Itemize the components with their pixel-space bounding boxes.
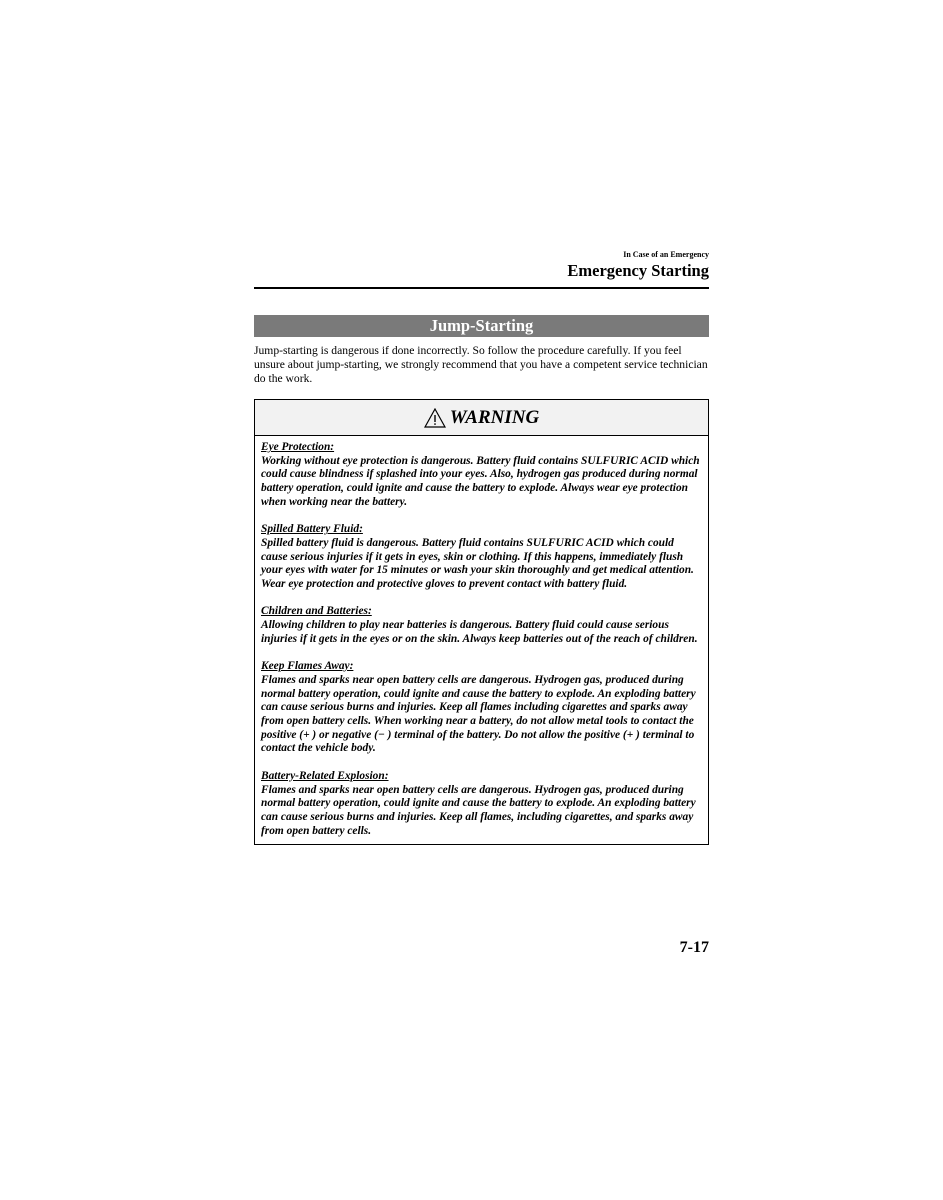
warning-item-text: Allowing children to play near batteries is dangerous. Battery fluid could cause serious injuries if it gets in the eyes or on the skin. Always keep batteries out of the reach of children. — [261, 619, 698, 645]
warning-item-flames — [261, 660, 702, 756]
header-divider — [254, 287, 709, 289]
warning-item-text: Working without eye protection is dangerous. Battery fluid contains SULFURIC ACID which could cause blindness if splashed into your eyes. Also, hydrogen gas produced during normal battery operation, could ignite and cause the battery to explode. Always wear eye protection when working near the battery. — [261, 454, 700, 508]
intro-paragraph: Jump-starting is dangerous if done incorrectly. So follow the procedure carefully. If you feel unsure about jump-starting, we strongly recommend that you have a competent service technician do the work. — [254, 344, 708, 385]
warning-item-text: Flames and sparks near open battery cells are dangerous. Hydrogen gas, produced during normal battery operation, could ignite and cause the battery to explode. An exploding battery can cause serious burns and injuries. Keep all flames, including cigarettes, and sparks away from open battery cells. — [261, 783, 696, 837]
warning-box — [254, 399, 709, 845]
warning-item-text: Spilled battery fluid is dangerous. Battery fluid contains SULFURIC ACID which could cause serious injuries if it gets in eyes, skin or clothing. If this happens, immediately flush your eyes with water for 15 minutes or wash your skin thoroughly and get medical attention. Wear eye protection and protective gloves to prevent contact with battery fluid. — [261, 536, 694, 591]
warning-header — [255, 400, 708, 436]
page-content — [254, 250, 709, 845]
warning-item-heading: Children and Batteries: — [261, 605, 372, 618]
warning-triangle-icon — [424, 408, 446, 428]
warning-item-heading: Battery-Related Explosion: — [261, 769, 389, 782]
warning-item-children — [261, 605, 702, 646]
chapter-label: In Case of an Emergency — [623, 250, 709, 259]
warning-item-eye-protection — [261, 441, 702, 510]
section-title: Emergency Starting — [567, 261, 709, 280]
warning-item-text: Flames and sparks near open battery cells are dangerous. Hydrogen gas, produced during normal battery operation, could ignite and cause the battery to explode. An exploding battery can cause serious burns and injuries. Keep all flames including cigarettes and sparks away from open battery cells. When working near a battery, do not allow metal tools to contact the positive (+ ) or negative (− ) terminal of the battery. Do not allow the positive (+ ) terminal to contact the vehicle body. — [261, 673, 696, 755]
warning-item-explosion — [261, 770, 702, 839]
jump-starting-banner: Jump-Starting — [254, 315, 709, 337]
page-number: 7-17 — [679, 939, 709, 956]
warning-item-spilled-fluid — [261, 523, 702, 592]
warning-item-heading: Keep Flames Away: — [261, 660, 354, 673]
warning-body — [255, 436, 708, 844]
warning-item-heading: Eye Protection: — [261, 441, 335, 453]
warning-title: WARNING — [449, 406, 540, 428]
warning-item-heading: Spilled Battery Fluid: — [261, 523, 363, 536]
